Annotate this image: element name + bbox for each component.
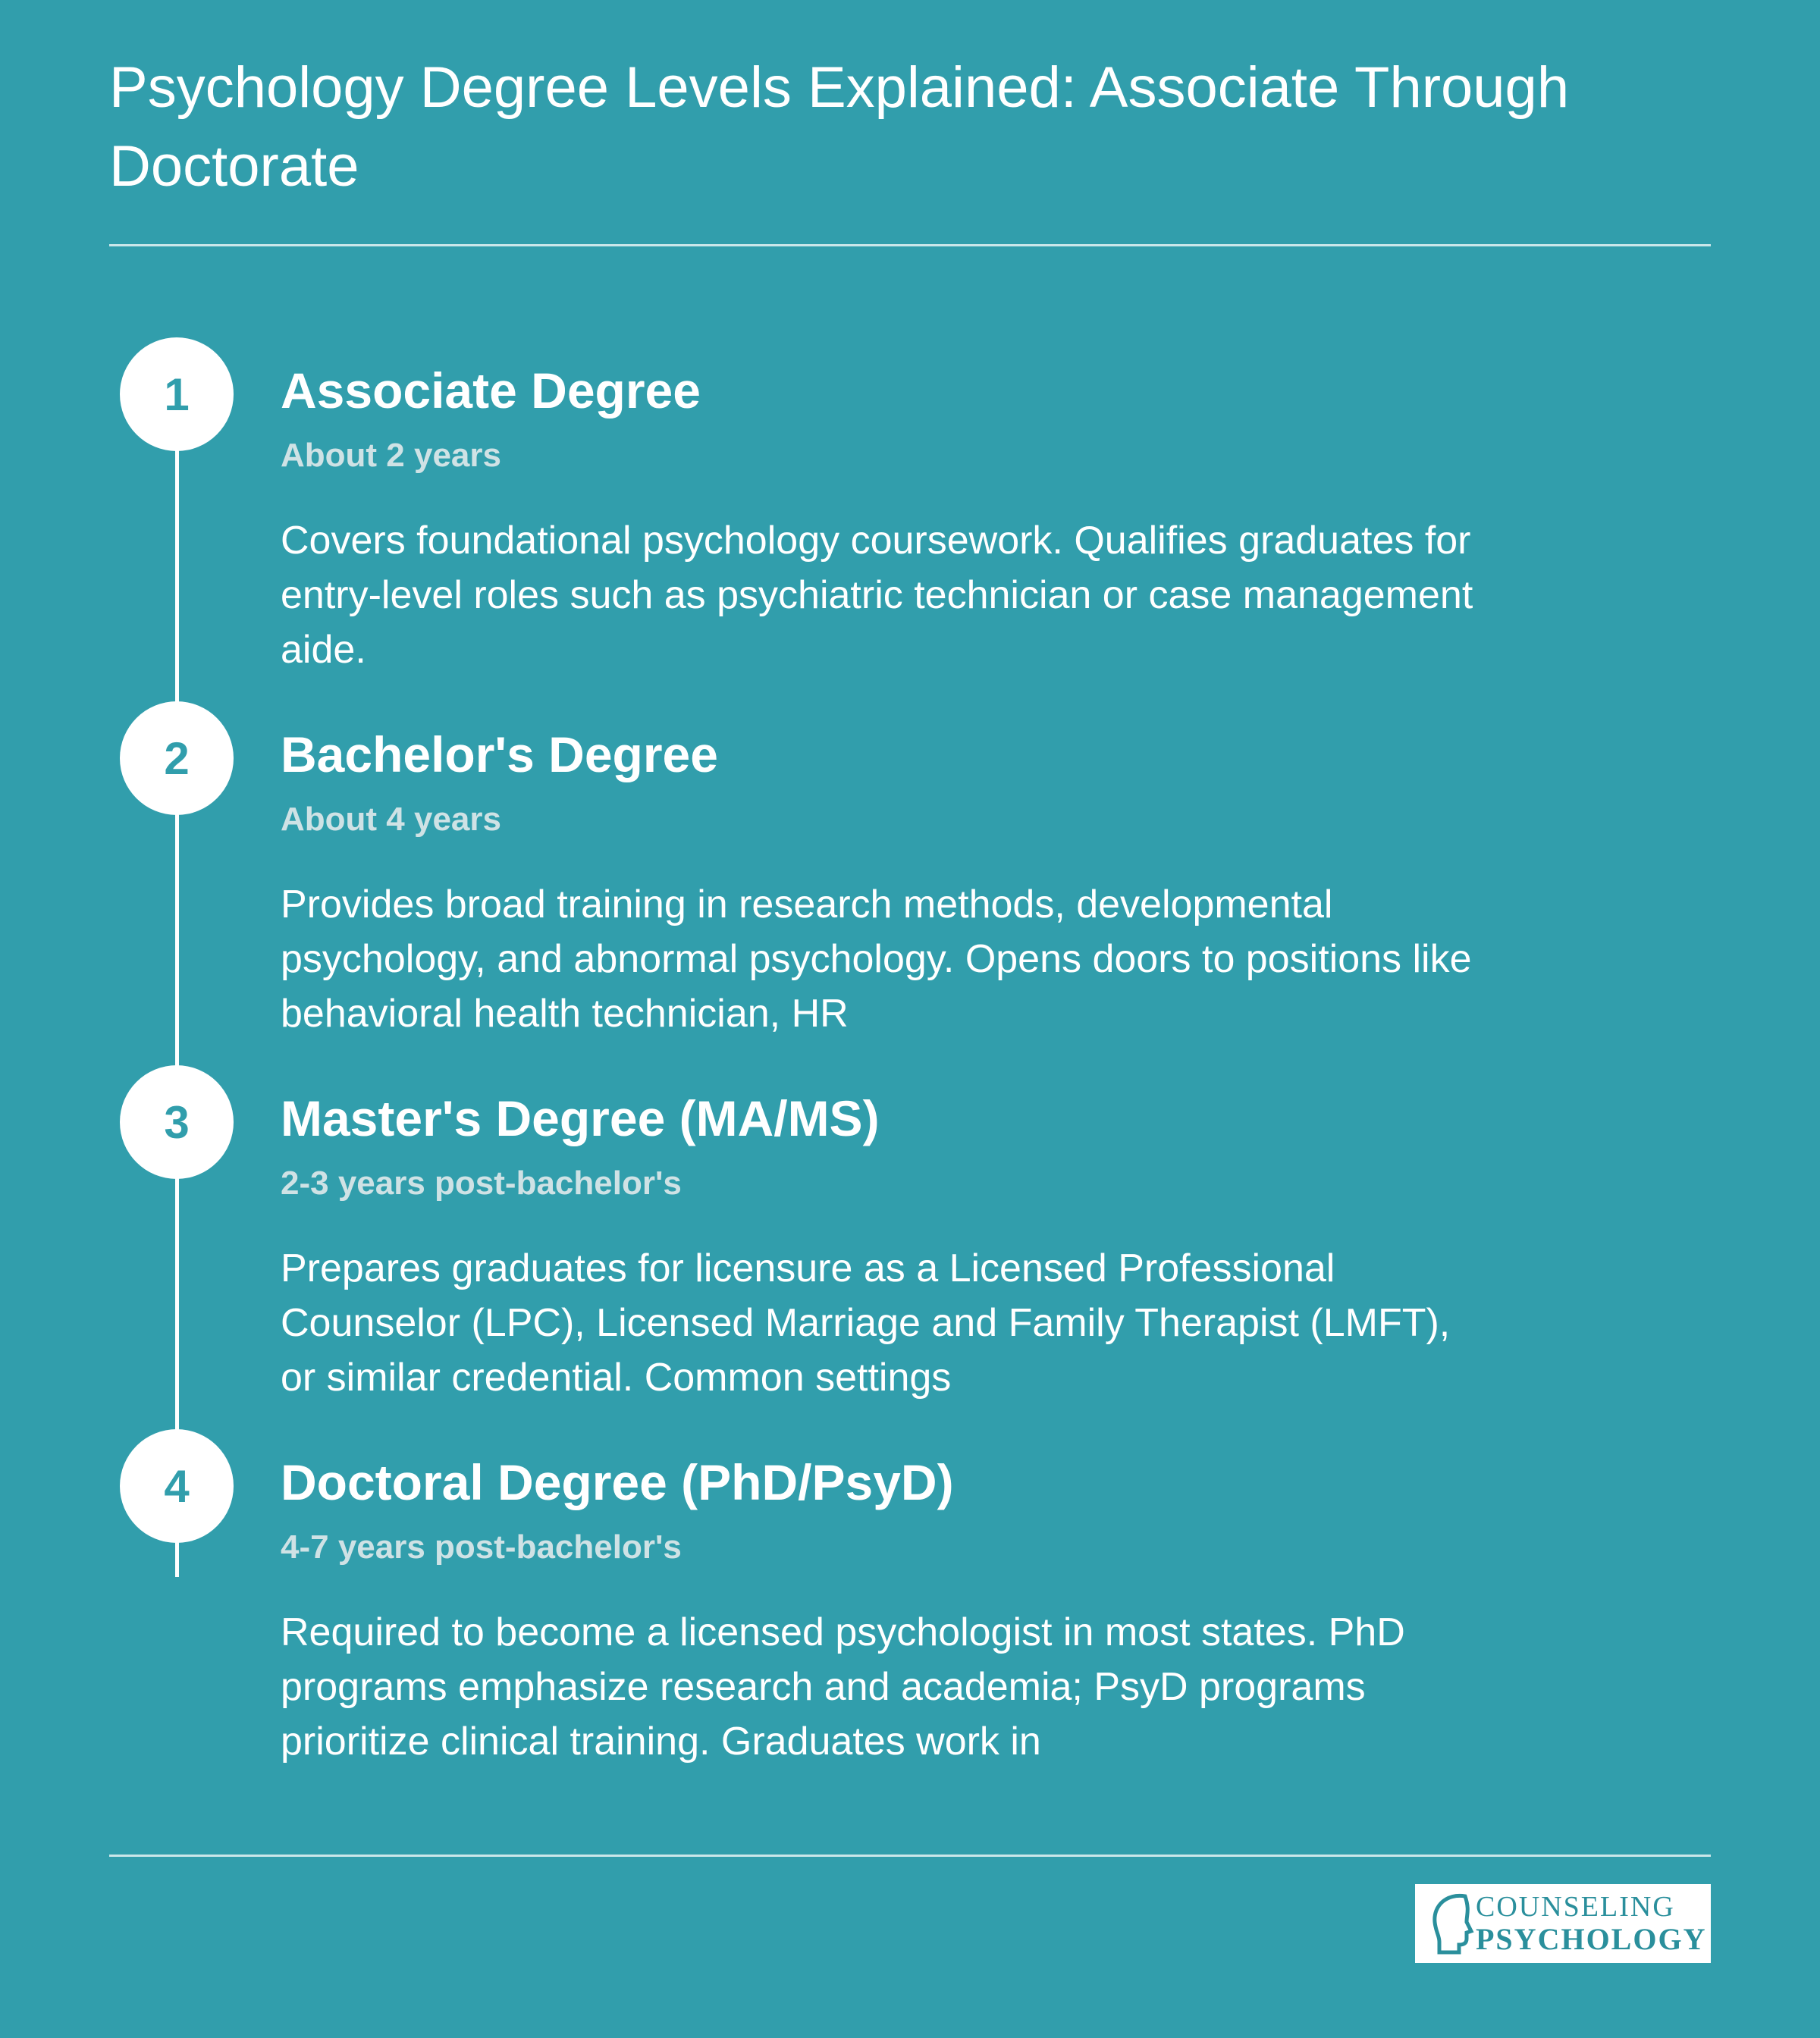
step-description: Required to become a licensed psychologist in most states. PhD programs emphasize research and academia; PsyD programs prioritize clinical training. Graduates work in [281,1610,1405,1764]
top-divider [109,244,1711,246]
step-heading: Master's Degree (MA/MS) [281,1090,880,1146]
step-heading: Bachelor's Degree [281,726,718,782]
step-number-badge: 3 [120,1065,234,1179]
step-duration: 4-7 years post-bachelor's [281,1528,682,1566]
timeline-line [175,394,179,1577]
step-description: Prepares graduates for licensure as a Licensed Professional Counselor (LPC), Licensed Marriage and Family Therapist (LMFT), or similar credential. Common settings [281,1246,1451,1400]
page-title: Psychology Degree Levels Explained: Associate Through Doctorate [109,55,1570,199]
step-number-badge: 1 [120,337,234,451]
step-heading: Doctoral Degree (PhD/PsyD) [281,1454,954,1510]
logo-line-1: COUNSELING [1476,1891,1675,1923]
step-duration: About 4 years [281,801,501,838]
head-profile-icon [1429,1892,1476,1955]
counseling-psychology-logo [1415,1884,1711,1963]
step-number-badge: 4 [120,1429,234,1543]
logo-line-2: PSYCHOLOGY [1476,1922,1707,1956]
step-duration: About 2 years [281,437,501,474]
step-description: Provides broad training in research methods, developmental psychology, and abnormal psychology. Opens doors to positions like behavioral health technician, HR [281,883,1472,1036]
step-duration: 2-3 years post-bachelor's [281,1165,682,1202]
step-description: Covers foundational psychology coursework. Qualifies graduates for entry-level roles such as psychiatric technician or case management aide. [281,519,1473,672]
bottom-divider [109,1855,1711,1857]
step-heading: Associate Degree [281,362,701,419]
step-number-badge: 2 [120,701,234,815]
